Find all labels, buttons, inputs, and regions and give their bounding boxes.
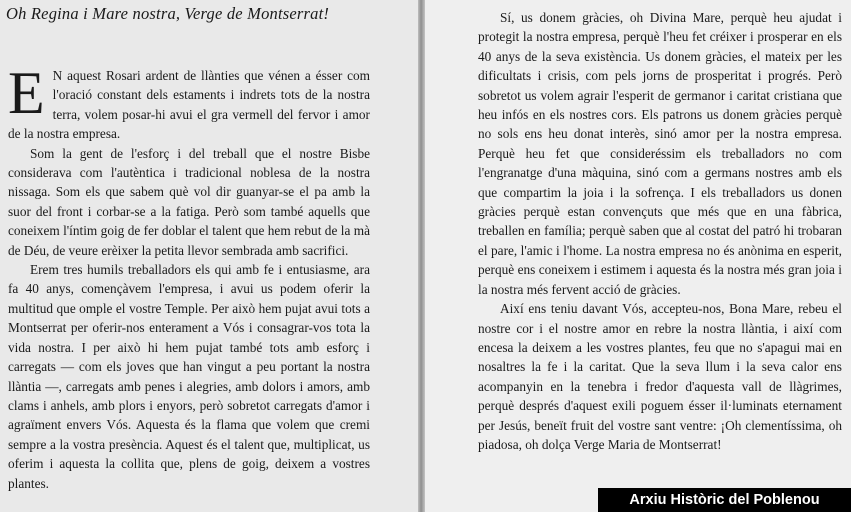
- paragraph-text: N aquest Rosari ardent de llànties que vénen a ésser com l'oració constant dels estaments i indrets tots de la nostra terra, volem posar-hi avui el gra vermell del fervor i amor de la nostra empresa.: [8, 68, 370, 142]
- page-header: Oh Regina i Mare nostra, Verge de Montserrat!: [6, 4, 330, 23]
- right-column-text: [478, 8, 842, 454]
- paragraph: [8, 60, 370, 144]
- left-column-text: [8, 60, 370, 493]
- drop-cap: E: [8, 60, 45, 126]
- archive-watermark: Arxiu Històric del Poblenou: [598, 488, 851, 512]
- paragraph: Som la gent de l'esforç i del treball que el nostre Bisbe considerava com l'autèntica i tradicional noblesa de la nostra nissaga. Som els que sabem què vol dir guanyar-se el pa amb la suor del front i corbar-se a la fatiga. Però som també aquells que coneixem l'íntim goig de fer doblar el talent que hem rebut de la mà de Déu, de veure erèixer la petita llevor sembrada amb sacrifici.: [8, 145, 370, 258]
- paragraph: Erem tres humils treballadors els qui amb fe i entusiasme, ara fa 40 anys, començàvem l'empresa, i avui us podem oferir la multitud que omple el vostre Temple. Per això hem pujat avui tots a Montserrat per oferir-nos enterament a Vós i consagrar-vos tota la vida nostra. I per això hi hem pujat també tots amb esforç i carregats — com els joves que han vingut a peu portant la nostra llàntia —, carregats amb penes i alegries, amb dolors i amors, amb clams i anhels, amb plors i enyors, però sobretot carregats d'amor i agraïment envers Vós. Aquesta és la flama que volem que cremi sempre a la vostra presència. Aquest és el talent que, multiplicat, us oferim i aquesta la collita que, plens de goig, deixem a vostres plantes.: [8, 262, 370, 491]
- paragraph: Així ens teniu davant Vós, accepteu-nos, Bona Mare, rebeu el nostre cor i el nostre amor en rebre la nostra llàntia, i així com encesa la deixem a les vostres plantes, feu que no s'apagui mai en nosaltres la fe i la caritat. Que la seva llum i la seva calor ens acompanyin en la tenebra i fredor d'aquesta vall de llàgrimes, perquè després d'aquest exili poguem ésser il·luminats eternament per Jesús, beneït fruit del vostre sant ventre: ¡Oh clementíssima, oh piadosa, oh dolça Verge Maria de Montserrat!: [478, 301, 842, 452]
- book-gutter: [418, 0, 425, 512]
- paragraph: Sí, us donem gràcies, oh Divina Mare, perquè heu ajudat i protegit la nostra empresa, perquè l'heu fet créixer i prosperar en els 40 anys de la seva existència. Us donem gràcies, el mateix per les dificultats i crisis, com pels jorns de prosperitat i progrés. Però sobretot us volem agrair l'esperit de germanor i caritat cristiana que heu infós en els nostres cors. Els patrons us donem gràcies perquè no sols ens heu donat interès, sinó amor per la nostra empresa. Perquè heu fet que consideréssim els treballadors no com l'engranatge d'una màquina, sinó com a germans nostres amb els que compartim la joia i la sofrença. I els treballadors us donen gràcies perquè estan convençuts que més que en una fàbrica, treballen en família; perquè saben que al costat del patró hi trobaran el pare, l'amic i l'home. La nostra empresa no és anònima en esperit, perquè ens coneixem i estimem i aquesta és la nostra més gran joia i la nostra més fervent acció de gràcies.: [478, 10, 842, 297]
